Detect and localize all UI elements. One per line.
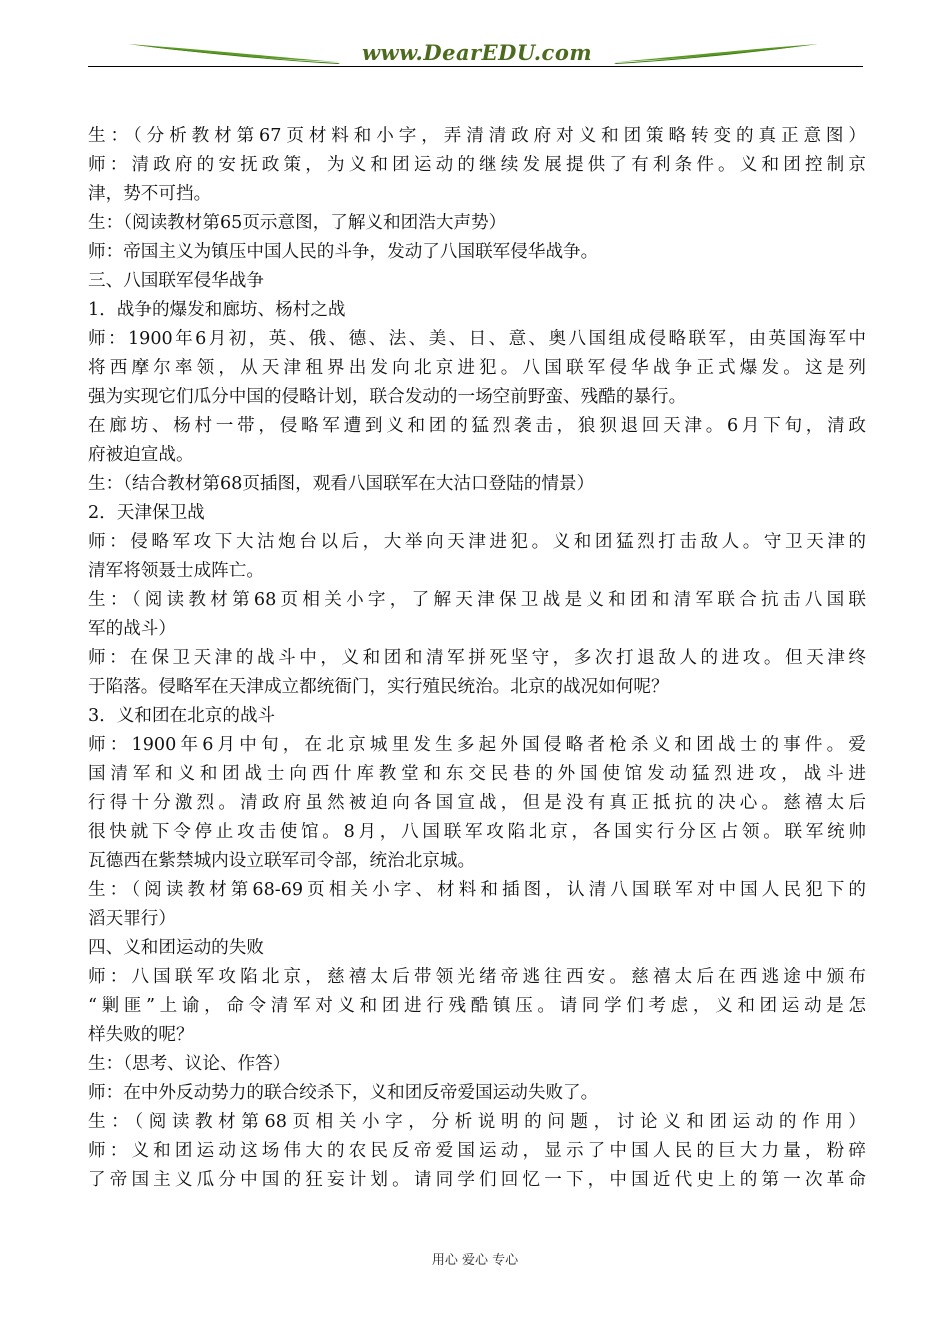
text-line: 师：义和团运动这场伟大的农民反帝爱国运动，显示了中国人民的巨大力量，粉碎 <box>88 1141 866 1161</box>
text-line: 于陷落。侵略军在天津成立都统衙门，实行殖民统治。北京的战况如何呢？ <box>88 677 669 697</box>
text-line: 师：在中外反动势力的联合绞杀下，义和团反帝爱国运动失败了。 <box>88 1083 599 1103</box>
text-line: 师：1900年6月初，英、俄、德、法、美、日、意、奥八国组成侵略联军，由英国海军中 <box>88 329 866 349</box>
text-line: 国清军和义和团战士向西什库教堂和东交民巷的外国使馆发动猛烈进攻，战斗进 <box>88 764 866 784</box>
text-line: 津，势不可挡。 <box>88 184 212 204</box>
text-line: 生：（结合教材第68页插图，观看八国联军在大沽口登陆的情景） <box>88 474 595 494</box>
text-line: 滔天罪行） <box>88 909 176 929</box>
text-line: 瓦德西在紫禁城内设立联军司令部，统治北京城。 <box>88 851 476 871</box>
site-logo-text: www.DearEDU.com <box>361 40 593 65</box>
text-line: 清军将领聂士成阵亡。 <box>88 561 264 581</box>
text-line: 2．天津保卫战 <box>88 503 205 523</box>
text-line: “剿匪”上谕，命令清军对义和团进行残酷镇压。请同学们考虑，义和团运动是怎 <box>88 996 866 1016</box>
lesson-text <box>88 122 866 1195</box>
text-line: 生：（阅读教材第68页相关小字，了解天津保卫战是义和团和清军联合抗击八国联 <box>88 590 866 610</box>
header-divider <box>88 66 863 67</box>
text-line: 在廊坊、杨村一带，侵略军遭到义和团的猛烈袭击，狼狈退回天津。6月下旬，清政 <box>88 416 866 436</box>
text-line: 3．义和团在北京的战斗 <box>88 706 276 726</box>
text-line: 师：八国联军攻陷北京，慈禧太后带领光绪帝逃往西安。慈禧太后在西逃途中颁布 <box>88 967 866 987</box>
text-line: 府被迫宣战。 <box>88 445 194 465</box>
text-line: 师：侵略军攻下大沽炮台以后，大举向天津进犯。义和团猛烈打击敌人。守卫天津的 <box>88 532 866 552</box>
text-line: 了帝国主义瓜分中国的狂妄计划。请同学们回忆一下，中国近代史上的第一次革命 <box>88 1170 866 1190</box>
text-line: 生：（思考、议论、作答） <box>88 1054 291 1074</box>
text-line: 生：（阅读教材第65页示意图，了解义和团浩大声势） <box>88 213 507 233</box>
text-line: 师：1900年6月中旬，在北京城里发生多起外国侵略者枪杀义和团战士的事件。爱 <box>88 735 866 755</box>
text-line: 军的战斗） <box>88 619 176 639</box>
text-line: 样失败的呢？ <box>88 1025 194 1045</box>
page-footer: 用心 爱心 专心 <box>431 1253 519 1268</box>
text-line: 生：（阅读教材第68页相关小字，分析说明的问题，讨论义和团运动的作用） <box>88 1112 866 1132</box>
text-line: 师：帝国主义为镇压中国人民的斗争，发动了八国联军侵华战争。 <box>88 242 599 262</box>
text-line: 生：（分析教材第67页材料和小字，弄清清政府对义和团策略转变的真正意图） <box>88 126 866 146</box>
text-line: 1．战争的爆发和廊坊、杨村之战 <box>88 300 346 320</box>
text-line: 师：清政府的安抚政策，为义和团运动的继续发展提供了有利条件。义和团控制京 <box>88 155 866 175</box>
text-line: 行得十分激烈。清政府虽然被迫向各国宣战，但是没有真正抵抗的决心。慈禧太后 <box>88 793 866 813</box>
text-line: 四、义和团运动的失败 <box>88 938 264 958</box>
text-line: 师：在保卫天津的战斗中，义和团和清军拼死坚守，多次打退敌人的进攻。但天津终 <box>88 648 866 668</box>
text-line: 生：（阅读教材第68-69页相关小字、材料和插图，认清八国联军对中国人民犯下的 <box>88 880 866 900</box>
text-line: 很快就下令停止攻击使馆。8月，八国联军攻陷北京，各国实行分区占领。联军统帅 <box>88 822 866 842</box>
text-line: 将西摩尔率领，从天津租界出发向北京进犯。八国联军侵华战争正式爆发。这是列 <box>88 358 866 378</box>
text-line: 强为实现它们瓜分中国的侵略计划，联合发动的一场空前野蛮、残酷的暴行。 <box>88 387 687 407</box>
text-line: 三、八国联军侵华战争 <box>88 271 264 291</box>
